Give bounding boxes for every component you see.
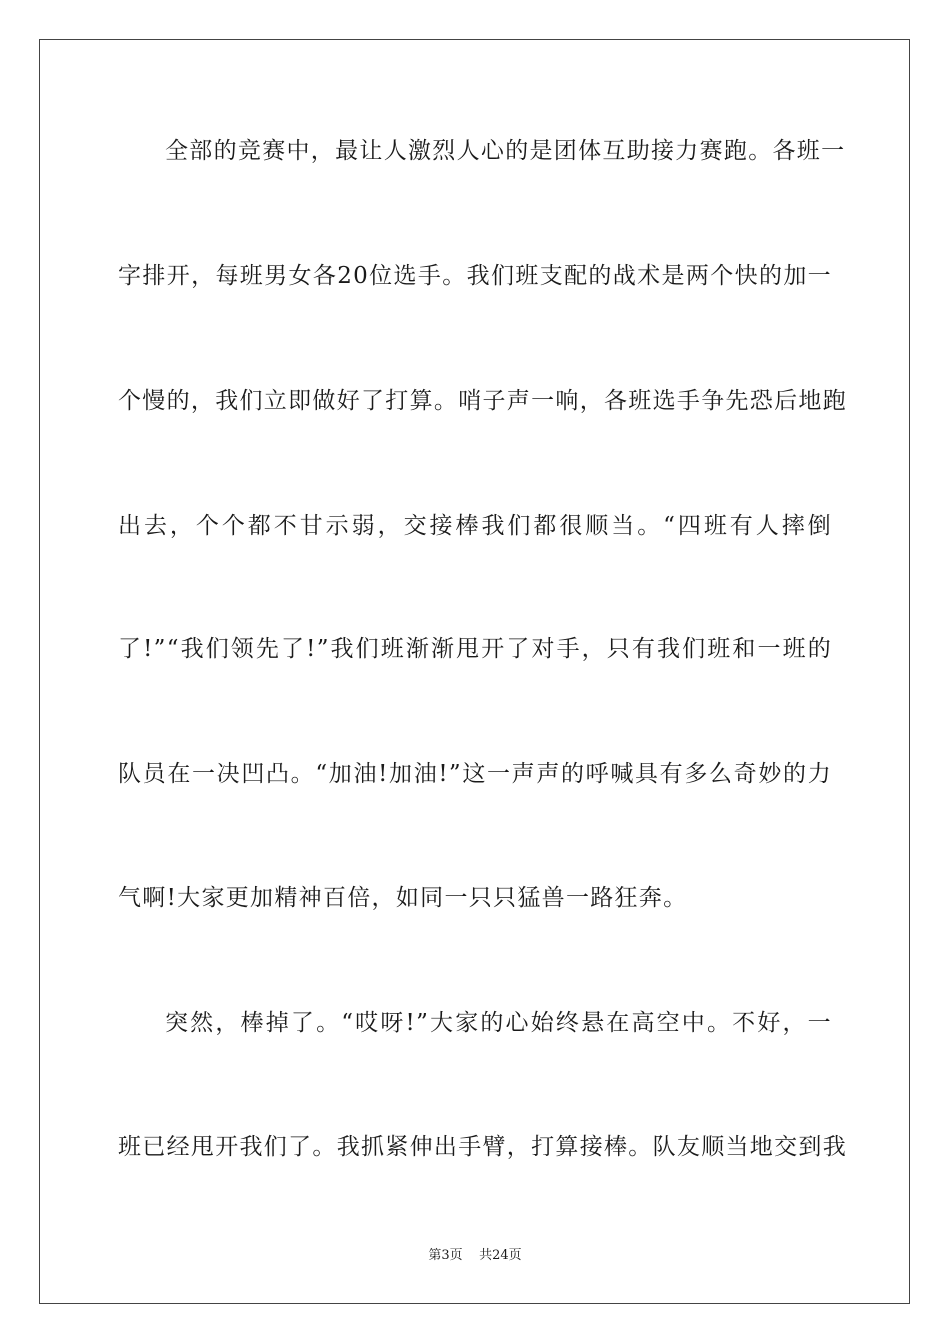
- page-frame: [39, 39, 910, 1304]
- paragraph-1-line-4: 出去，个个都不甘示弱，交接棒我们都很顺当。“四班有人摔倒: [118, 513, 832, 539]
- paragraph-1-line-3: 个慢的，我们立即做好了打算。哨子声一响，各班选手争先恐后地跑: [118, 388, 847, 414]
- paragraph-1-line-6: 队员在一决凹凸。“加油!加油!”这一声声的呼喊具有多么奇妙的力: [118, 761, 832, 787]
- page-number-footer: 第3页 共24页: [428, 1248, 522, 1263]
- paragraph-2-line-1: 突然，棒掉了。“哎呀!”大家的心始终悬在高空中。不好，一: [165, 1010, 832, 1036]
- paragraph-2-line-2: 班已经甩开我们了。我抓紧伸出手臂，打算接棒。队友顺当地交到我: [118, 1134, 847, 1160]
- paragraph-1-line-5: 了!”“我们领先了!”我们班渐渐甩开了对手，只有我们班和一班的: [118, 636, 832, 662]
- paragraph-1-line-2: 字排开，每班男女各20位选手。我们班支配的战术是两个快的加一: [118, 263, 832, 289]
- paragraph-1-line-1: 全部的竞赛中，最让人激烈人心的是团体互助接力赛跑。各班一: [165, 138, 846, 164]
- paragraph-1-line-7: 气啊!大家更加精神百倍，如同一只只猛兽一路狂奔。: [118, 885, 688, 911]
